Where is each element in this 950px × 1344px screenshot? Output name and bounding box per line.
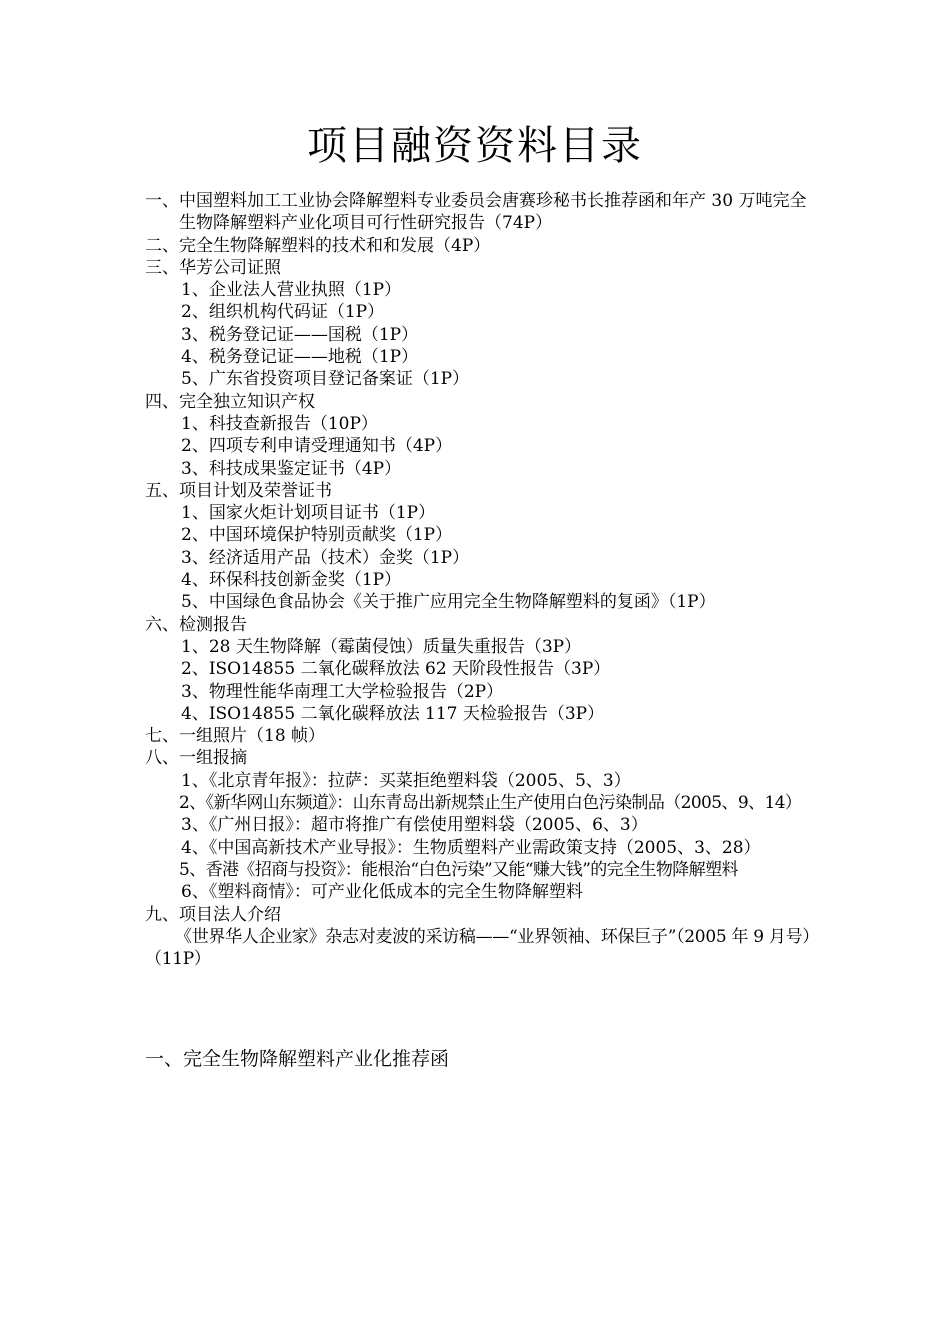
toc-item: 5、香港《招商与投资》：能根治“白色污染”又能“赚大钱”的完全生物降解塑料 [179, 859, 738, 880]
toc-item: 3、经济适用产品（技术）金奖（1P） [181, 547, 470, 568]
section-heading: 一、完全生物降解塑料产业化推荐函 [145, 1048, 450, 1070]
toc-item: 1、《北京青年报》：拉萨：买菜拒绝塑料袋（2005、5、3） [181, 770, 631, 791]
toc-section-4: 四、完全独立知识产权 [145, 391, 315, 412]
toc-item: 2、中国环境保护特别贡献奖（1P） [181, 525, 453, 546]
toc-item: 3、《广州日报》：超市将推广有偿使用塑料袋（2005、6、3） [181, 815, 648, 836]
toc-paragraph: 《世界华人企业家》杂志对麦波的采访稿——“业界领袖、环保巨子”（2005 年 9 月号）（11P） [145, 926, 811, 970]
toc-item: 3、税务登记证——国税（1P） [181, 324, 419, 345]
toc-item: 4、ISO14855 二氧化碳释放法 117 天检验报告（3P） [181, 703, 605, 724]
toc-section-7: 七、一组照片（18 帧） [145, 726, 326, 747]
toc-item: 5、广东省投资项目登记备案证（1P） [181, 369, 470, 390]
toc-item: 1、28 天生物降解（霉菌侵蚀）质量失重报告（3P） [181, 636, 582, 657]
toc-item: 3、物理性能华南理工大学检验报告（2P） [181, 681, 504, 702]
toc-section-8: 八、一组报摘 [145, 748, 247, 769]
toc-item: 1、科技查新报告（10P） [181, 413, 378, 434]
toc-item: 4、税务登记证——地税（1P） [181, 347, 419, 368]
toc-item: 4、《中国高新技术产业导报》：生物质塑料产业需政策支持（2005、3、28） [181, 837, 761, 858]
table-of-contents [145, 190, 815, 970]
toc-item: 5、中国绿色食品协会《关于推广应用完全生物降解塑料的复函》（1P） [181, 592, 716, 613]
toc-item: 1、国家火炬计划项目证书（1P） [181, 503, 436, 524]
toc-section-6: 六、检测报告 [145, 614, 247, 635]
toc-section-3: 三、华芳公司证照 [145, 257, 281, 278]
toc-item: 2、ISO14855 二氧化碳释放法 62 天阶段性报告（3P） [181, 659, 611, 680]
toc-section-9: 九、项目法人介绍 [145, 904, 281, 925]
page-title: 项目融资资料目录 [307, 123, 643, 169]
toc-item: 3、科技成果鉴定证书（4P） [181, 458, 402, 479]
toc-item: 2、《新华网山东频道》：山东青岛出新规禁止生产使用白色污染制品（2005、9、14） [179, 793, 802, 814]
toc-section-1: 一、中国塑料加工工业协会降解塑料专业委员会唐赛珍秘书长推荐函和年产 30 万吨完全生物降解塑料产业化项目可行性研究报告（74P） [145, 191, 807, 234]
toc-item: 2、四项专利申请受理通知书（4P） [181, 436, 453, 457]
toc-item: 6、《塑料商情》：可产业化低成本的完全生物降解塑料 [181, 882, 583, 903]
toc-item: 2、组织机构代码证（1P） [181, 302, 385, 323]
toc-item: 1、企业法人营业执照（1P） [181, 280, 402, 301]
toc-section-5: 五、项目计划及荣誉证书 [145, 480, 332, 501]
toc-item: 4、环保科技创新金奖（1P） [181, 570, 402, 591]
toc-section-2: 二、完全生物降解塑料的技术和和发展（4P） [145, 235, 491, 256]
